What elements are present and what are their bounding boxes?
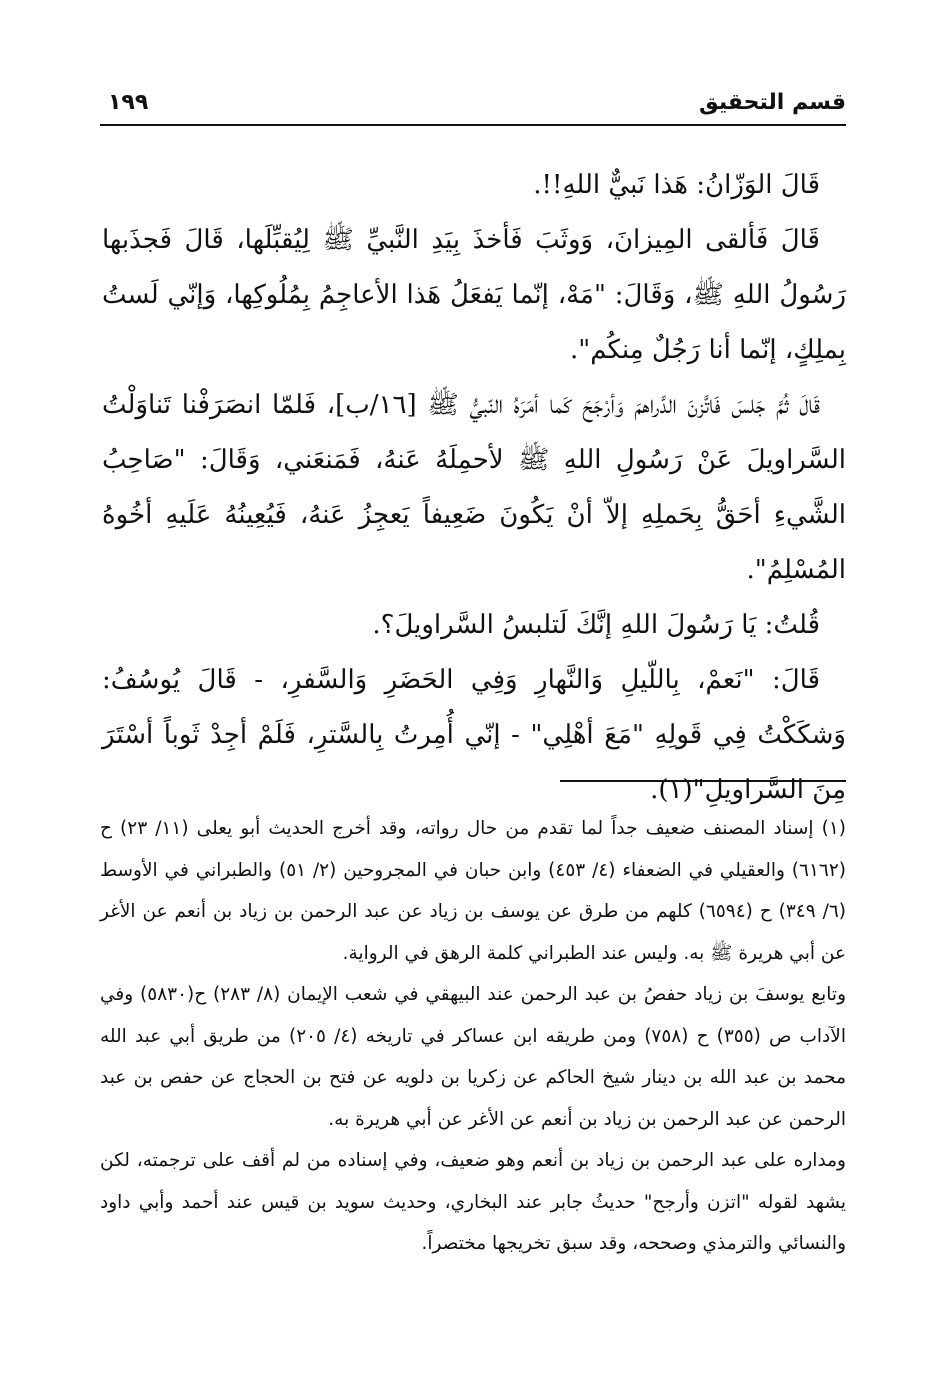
main-text [102,158,846,818]
body-paragraph: قَالَ ثُمَّ جَلسَ فَاتَّزنَ الدَّراهمَ وَأرْجَحَ كَما أمَرَهُ النّبيُّ ﷺ [١٦/ب]، فَلمّا انصَرَفْنا تَناوَلْتُ السَّراويلَ عَنْ رَسُولِ اللهِ ﷺ لأحمِلَهُ عَنهُ، فَمَنعَني، وَقَالَ: "صَاحِبُ الشَّيءِ أحَقُّ بِحَملِهِ إلاّ أنْ يَكُونَ ضَعِيفاً يَعجِزُ عَنهُ، فَيُعِينُهُ عَلَيهِ أخُوهُ المُسْلِمُ". [102,390,846,585]
body-paragraph: قَالَ فَألقى المِيزانَ، وَوثَبَ فَأخذَ بِيَدِ النَّبيِّ ﷺ لِيُقبِّلَها، قَالَ فَجذَبها رَسُولُ اللهِ ﷺ، وَقَالَ: "مَهْ، إنّما يَفعَلُ هَذا الأعاجِمُ بِمُلُوكِها، وَإنّي لَستُ بِملِكٍ، إنّما أنا رَجُلٌ مِنكُم". [102,225,846,365]
footnote-paragraph: ومداره على عبد الرحمن بن زياد بن أنعم وهو ضعيف، وفي إسناده من لم أقف على ترجمته، لكن يشهد لقوله "اتزن وأرجح" حديثُ جابر عند البخاري، وحديث سويد بن قيس عند أحمد وأبي داود والنسائي والترمذي وصححه، وقد سبق تخريجها مختصراً. [100,1150,846,1254]
footnote-paragraph: (١) إسناد المصنف ضعيف جداً لما تقدم من حال رواته، وقد أخرج الحديث أبو يعلى (١١/ ٢٣) ح (٦١٦٢) والعقيلي في الضعفاء (٤/ ٤٥٣) وابن حبان في المجروحين (٢/ ٥١) والطبراني في الأوسط (٦/ ٣٤٩) ح (٦٥٩٤) كلهم من طرق عن يوسف بن زياد عن عبد الرحمن بن زياد بن أنعم عن الأغر عن أبي هريرة ﷺ به. وليس عند الطبراني كلمة الرهق في الرواية. [100,818,846,964]
section-title: قسم التحقيق [699,90,846,115]
running-header [100,88,846,122]
footnote-separator [560,780,846,782]
header-rule [100,124,846,126]
body-paragraph: قَالَ الوَزّانُ: هَذا نَبيٌّ اللهِ!!. [533,170,820,200]
body-paragraph: قُلتُ: يَا رَسُولَ اللهِ إنَّكَ لَتلبسُ السَّراويلَ؟. [372,610,820,640]
footnotes [100,808,846,1265]
footnote-paragraph: وتابع يوسفَ بن زياد حفصُ بن عبد الرحمن عند البيهقي في شعب الإيمان (٨/ ٢٨٣) ح(٥٨٣٠) وفي الآداب ص (٣٥٥) ح (٧٥٨) ومن طريقه ابن عساكر في تاريخه (٤/ ٢٠٥) من طريق أبي عبد الله محمد بن عبد الله بن دينار شيخ الحاكم عن زكريا بن دلويه عن فتح بن الحجاج عن حفص بن عبد الرحمن عن عبد الرحمن بن زياد بن أنعم عن الأغر عن أبي هريرة به. [100,984,847,1130]
body-paragraph: قَالَ: "نَعمْ، بِاللّيلِ وَالنَّهارِ وَفِي الحَضَرِ وَالسَّفرِ، - قَالَ يُوسُفُ: وَشكَكْتُ فِي قَولِهِ "مَعَ أهْلِي" - إنّي أُمِرتُ بِالسَّترِ، فَلَمْ أجِدْ ثَوباً أسْتَرَ مِنَ السَّراويلِ"(١). [102,665,846,805]
page-number: ١٩٩ [108,90,149,115]
